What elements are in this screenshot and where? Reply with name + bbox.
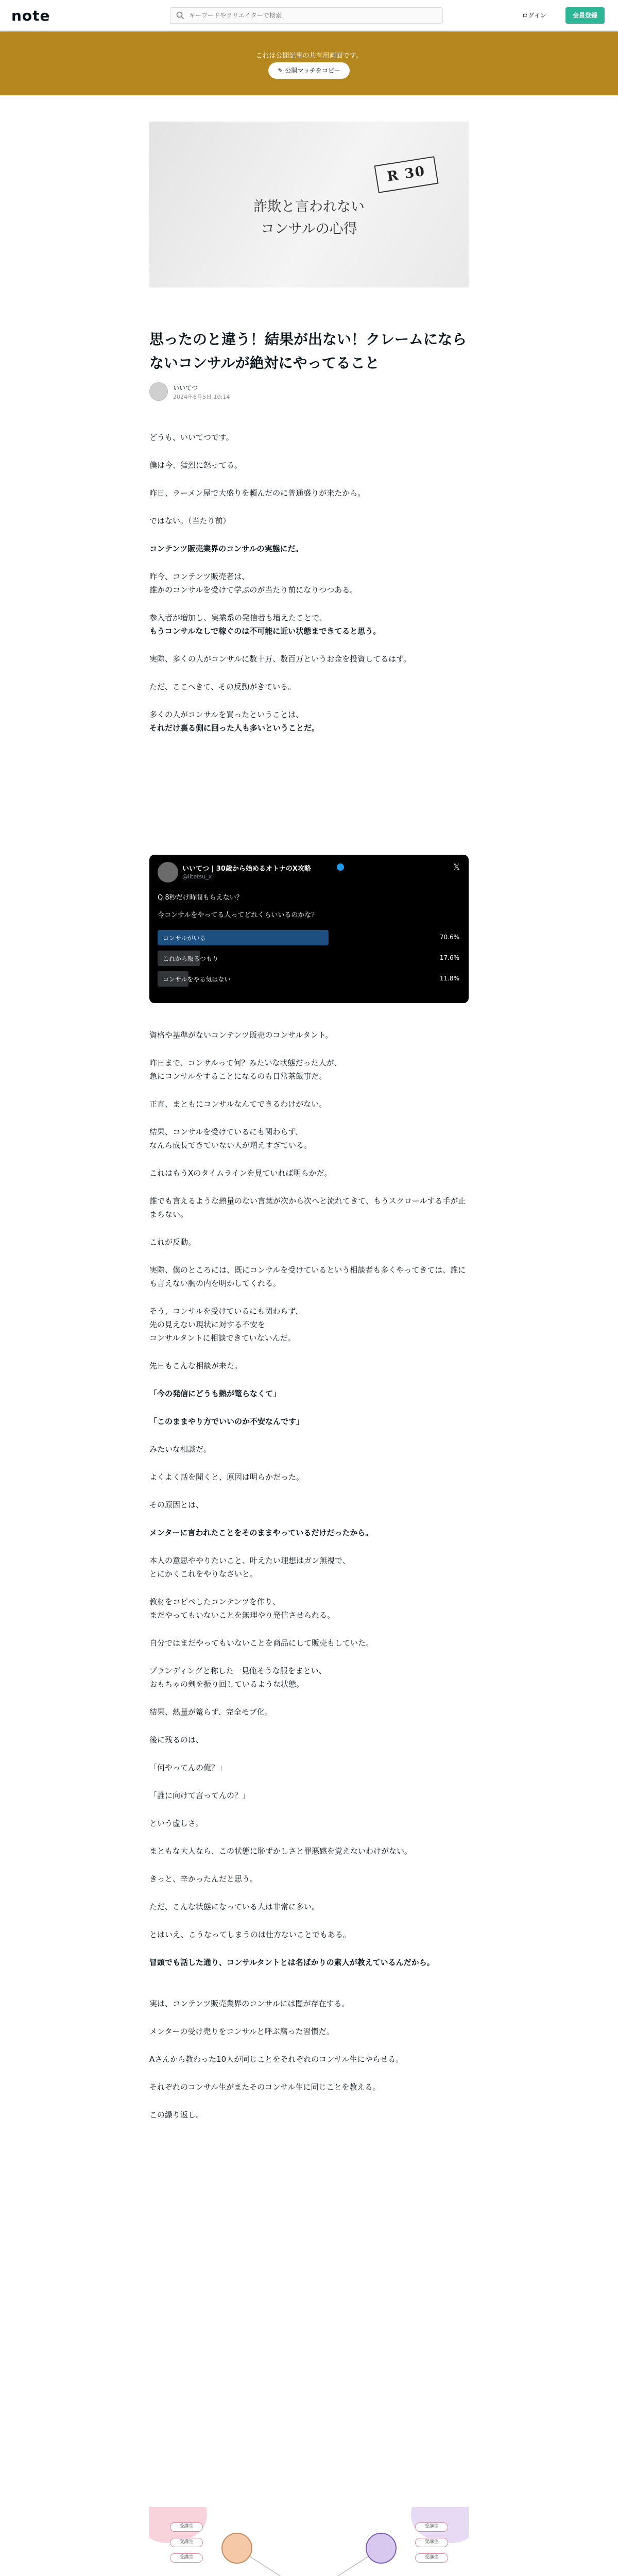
paragraph: もうコンサルなしで稼ぐのは不可能に近い状態まできてると思う。 (149, 626, 381, 636)
poll-label: コンサルをやる気はない (163, 976, 231, 983)
publish-date: 2024年6月5日 10:14 (173, 394, 230, 400)
paragraph: 自分ではまだやってもいないことを商品にして販売もしていた。 (149, 1638, 374, 1648)
diagram-tag: 受講生 (170, 2553, 203, 2563)
person-icon (366, 2533, 397, 2564)
paragraph: 「今の発信にどうも熱が篭らなくて」 (149, 1389, 281, 1398)
paragraph: 後に残るのは、 (149, 1735, 204, 1744)
paragraph: コンテンツ販売業界のコンサルの実態にだ。 (149, 544, 303, 553)
article-title: 思ったのと違う！結果が出ない！クレームにならないコンサルが絶対にやってること (149, 331, 467, 371)
poll-label: コンサルがいる (163, 935, 206, 942)
paragraph: 誰でも言えるような熱量のない言葉が次から次へと流れてきて、もうスクロールする手が止まらない。 (149, 1196, 466, 1219)
paragraph: メンターの受け売りをコンサルと呼ぶ腐った習慣だ。 (149, 2027, 334, 2036)
paragraph: 「このままやり方でいいのか不安なんです」 (149, 1417, 304, 1426)
paragraph: ただ、こんな状態になっている人は非常に多い。 (149, 1902, 320, 1911)
paragraph: 誰かのコンサルを受けて学ぶのが当たり前になりつつある。 (149, 585, 358, 595)
paragraph: ただ、ここへきて、その反動がきている。 (149, 682, 296, 691)
mentor-chain-diagram (149, 2507, 469, 2576)
login-button[interactable]: ログイン (522, 12, 546, 19)
paragraph: それぞれのコンサル生がまたそのコンサル生に同じことを教える。 (149, 2082, 381, 2092)
paragraph: なんら成長できていない人が増えすぎている。 (149, 1141, 312, 1150)
author-name[interactable]: いいてつ (173, 384, 198, 392)
person-icon (221, 2533, 252, 2564)
paragraph: まともな大人なら、この状態に恥ずかしさと罪悪感を覚えないわけがない。 (149, 1846, 413, 1856)
copy-icon: ✎ (278, 67, 285, 74)
paragraph: おもちゃの剣を振り回しているような状態。 (149, 1680, 304, 1689)
paragraph: とはいえ、こうなってしまうのは仕方ないことでもある。 (149, 1930, 351, 1939)
diagram-tag: 受講生 (415, 2522, 448, 2532)
tweet-author-name: いいてつ | 30歳から始めるオトナのX攻略 (182, 865, 311, 873)
embedded-tweet[interactable] (149, 855, 469, 1003)
poll-percent: 17.6% (439, 954, 459, 961)
paragraph: 教材をコピペしたコンテンツを作り、 (149, 1597, 280, 1606)
diagram-tag: 受講生 (170, 2538, 203, 2547)
paragraph: ではない。（当たり前） (149, 516, 231, 526)
paragraph: 昨日、ラーメン屋で大盛りを頼んだのに普通盛りが来たから。 (149, 488, 366, 498)
paragraph: 僕は今、猛烈に怒ってる。 (149, 461, 243, 470)
banner-text: これは公開記事の共有用画面です。 (255, 52, 363, 60)
paragraph: 先日もこんな相談が来た。 (149, 1361, 243, 1370)
paragraph: まだやってもいないことを無理やり発信させられる。 (149, 1611, 335, 1620)
paragraph: 「何やってんの俺？」 (149, 1763, 227, 1772)
paragraph: これはもうXのタイムラインを見ていれば明らかだ。 (149, 1168, 332, 1178)
stamp-text: R 30 (386, 163, 427, 185)
paragraph: 実は、コンテンツ販売業界のコンサルには闇が存在する。 (149, 1999, 350, 2008)
poll-percent: 70.6% (439, 934, 459, 941)
paragraph: 実際、僕のところには、既にコンサルを受けているという相談者も多くやってきては、誰にも言えない胸の内を明かしてくれる。 (149, 1265, 466, 1288)
paragraph: とにかくこれをやりなさいと。 (149, 1569, 258, 1579)
paragraph: 結果、コンサルを受けているにも関わらず、 (149, 1127, 303, 1137)
top-navigation-bar (0, 0, 618, 31)
paragraph: という虚しさ。 (149, 1819, 203, 1828)
paragraph: 冒頭でも話した通り、コンサルタントとは名ばかりの素人が教えているんだから。 (149, 1958, 435, 1967)
diagram-tag: 受講生 (415, 2553, 448, 2563)
paragraph: 昨日まで、コンサルって何？みたいな状態だった人が、 (149, 1058, 342, 1067)
paragraph: この繰り返し。 (149, 2110, 204, 2120)
poll-option (158, 930, 459, 945)
diagram-tag: 受講生 (170, 2522, 203, 2532)
paragraph: メンターに言われたことをそのままやっているだけだったから。 (149, 1528, 373, 1537)
paragraph: 急にコンサルをすることになるのも日常茶飯事だ。 (149, 1072, 327, 1081)
hero-image (149, 122, 469, 287)
paragraph: それだけ裏る側に回った人も多いということだ。 (149, 723, 320, 733)
paragraph: みたいな相談だ。 (149, 1445, 212, 1454)
note-logo[interactable]: note (11, 7, 50, 24)
search-icon (176, 11, 185, 22)
paragraph: 本人の意思ややりたいこと、叶えたい理想はガン無視で、 (149, 1556, 350, 1565)
paragraph: 先の見えない現状に対する不安を (149, 1320, 266, 1329)
paragraph: その原因とは、 (149, 1500, 204, 1510)
paragraph: そう、コンサルを受けているにも関わらず、 (149, 1307, 303, 1316)
paragraph: 参入者が増加し、実業系の発信者も増えたことで、 (149, 613, 327, 622)
search-box[interactable] (170, 7, 443, 24)
share-banner (0, 31, 618, 95)
paragraph: 「誰に向けて言ってんの？」 (149, 1791, 250, 1800)
hero-heading-line1: 詐欺と言われない (253, 199, 365, 215)
copy-link-button[interactable] (268, 62, 350, 79)
poll-percent: 11.8% (439, 975, 459, 982)
poll-option (158, 951, 459, 966)
paragraph: Aさんから教わった10人が同じことをそれぞれのコンサル生にやらせる。 (149, 2055, 404, 2064)
poll-option (158, 971, 459, 987)
paragraph: ブランディングと称した一見俺そうな服をまとい、 (149, 1666, 327, 1675)
copy-link-label: 公開マッチをコピー (285, 67, 340, 74)
paragraph: 資格や基準がないコンテンツ販売のコンサルタント。 (149, 1030, 333, 1040)
tweet-question-1: Q.8秒だけ時間もらえない？ (158, 894, 243, 902)
paragraph: 正直、まともにコンサルなんてできるわけがない。 (149, 1099, 327, 1109)
paragraph: 結果、熱量が篭らず、完全モブ化。 (149, 1707, 272, 1717)
paragraph: 実際、多くの人がコンサルに数十万、数百万というお金を投資してるはず。 (149, 654, 411, 664)
tweet-avatar (158, 862, 178, 883)
hero-heading-line2: コンサルの心得 (261, 221, 357, 237)
paragraph: 昨今、コンテンツ販売者は、 (149, 572, 250, 581)
tweet-question-2: 今コンサルをやってる人ってどれくらいいるのかな？ (158, 911, 318, 919)
poll-label: これから取るつもり (163, 955, 218, 962)
paragraph: どうも、いいてつです。 (149, 433, 234, 442)
search-input[interactable] (189, 10, 431, 21)
signup-button[interactable]: 会員登録 (565, 7, 605, 24)
author-avatar[interactable] (149, 382, 168, 401)
r30-stamp (374, 156, 439, 193)
paragraph: これが反動。 (149, 1238, 196, 1247)
paragraph: コンサルタントに相談できていないんだ。 (149, 1333, 296, 1343)
x-logo-icon: 𝕏 (453, 862, 460, 872)
paragraph: 多くの人がコンサルを買ったということは、 (149, 710, 304, 719)
diagram-tag: 受講生 (415, 2538, 448, 2547)
tweet-handle: @iitetsu_x (182, 873, 212, 880)
paragraph: きっと、辛かったんだと思う。 (149, 1874, 258, 1884)
verified-badge-icon (337, 863, 344, 871)
paragraph: よくよく話を聞くと、原因は明らかだった。 (149, 1472, 304, 1482)
